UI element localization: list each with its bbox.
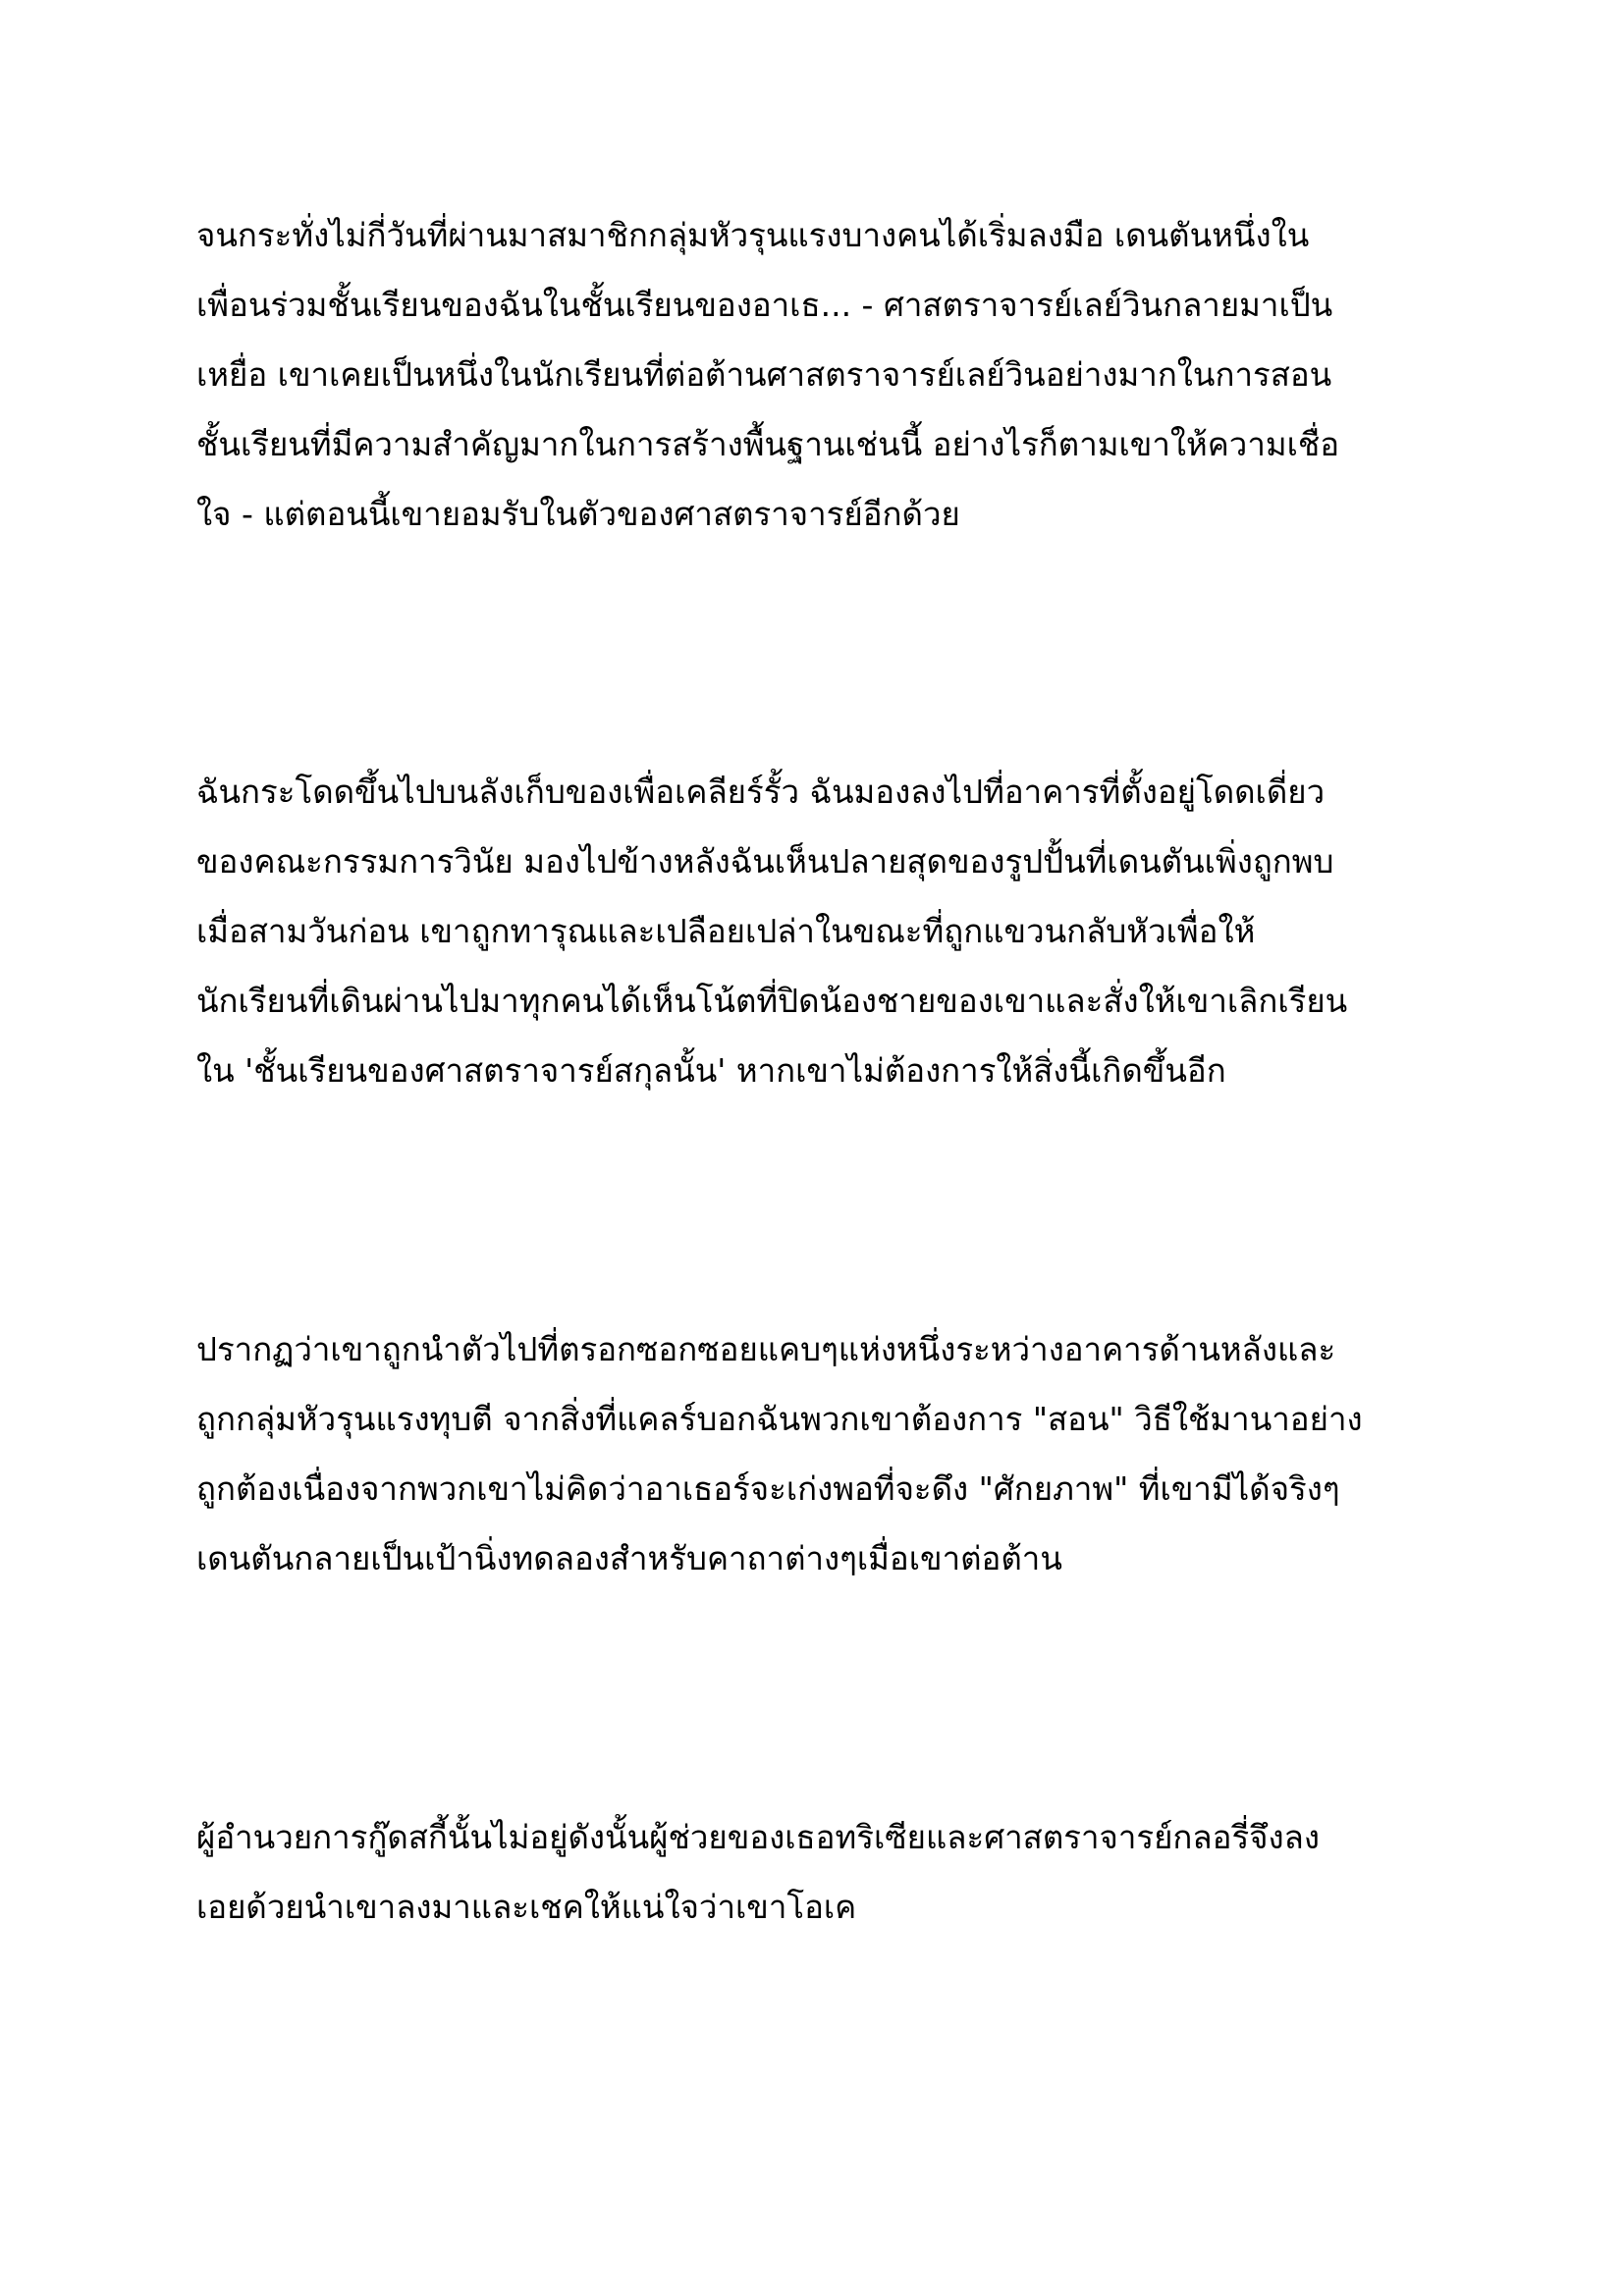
text-line: เอยด้วยนำเขาลงมาและเชคให้แน่ใจว่าเขาโอเค [196,1888,857,1926]
text-line: เหยื่อ เขาเคยเป็นหนึ่งในนักเรียนที่ต่อต้านศาสตราจารย์เลย์วินอย่างมากในการสอน [196,355,1332,394]
paragraph-1 [196,200,1434,549]
text-line: เพื่อนร่วมชั้นเรียนของฉันในชั้นเรียนของอาเธ... - ศาสตราจารย์เลย์วินกลายมาเป็น [196,286,1333,324]
text-line: ชั้นเรียนที่มีความสำคัญมากในการสร้างพื้นฐานเช่นนี้ อย่างไรก็ตามเขาให้ความเชื่อ [196,425,1340,463]
text-line: ของคณะกรรมการวินัย มองไปข้างหลังฉันเห็นปลายสุดของรูปปั้นที่เดนตันเพิ่งถูกพบ [196,842,1334,881]
paragraph-2 [196,757,1434,1105]
text-line: ผู้อำนวยการกู๊ดสกี้นั้นไม่อยู่ดังนั้นผู้ช่วยของเธอทริเซียและศาสตราจารย์กลอรี่จึงลง [196,1818,1320,1856]
text-line: ใน 'ชั้นเรียนของศาสตราจารย์สกุลนั้น' หากเขาไม่ต้องการให้สิ่งนี้เกิดขึ้นอีก [196,1051,1226,1090]
text-line: ฉันกระโดดขึ้นไปบนลังเก็บของเพื่อเคลียร์รั้ว ฉันมองลงไปที่อาคารที่ตั้งอยู่โดดเดี่ยว [196,773,1326,811]
text-line: เดนตันกลายเป็นเป้านิ่งทดลองสำหรับคาถาต่างๆเมื่อเขาต่อต้าน [196,1539,1062,1577]
paragraph-4 [196,1802,1434,1942]
text-line: ปรากฏว่าเขาถูกนำตัวไปที่ตรอกซอกซอยแคบๆแห่งหนึ่งระหว่างอาคารด้านหลังและ [196,1330,1336,1368]
text-line: ถูกต้องเนื่องจากพวกเขาไม่คิดว่าอาเธอร์จะเก่งพอที่จะดึง "ศักยภาพ" ที่เขามีได้จริงๆ [196,1469,1340,1508]
text-line: จนกระทั่งไม่กี่วันที่ผ่านมาสมาชิกกลุ่มหัวรุนแรงบางคนได้เริ่มลงมือ เดนตันหนึ่งใน [196,216,1310,254]
text-line: ถูกกลุ่มหัวรุนแรงทุบตี จากสิ่งที่แคลร์บอกฉันพวกเขาต้องการ "สอน" วิธีใช้มานาอย่าง [196,1400,1363,1438]
text-line: เมื่อสามวันก่อน เขาถูกทารุณและเปลือยเปล่าในขณะที่ถูกแขวนกลับหัวเพื่อให้ [196,912,1256,950]
text-line: ใจ - แต่ตอนนี้เขายอมรับในตัวของศาสตราจารย์อีกด้วย [196,495,960,533]
text-line: นักเรียนที่เดินผ่านไปมาทุกคนได้เห็นโน้ตที่ปิดน้องชายของเขาและสั่งให้เขาเลิกเรียน [196,982,1348,1020]
paragraph-3 [196,1314,1434,1593]
